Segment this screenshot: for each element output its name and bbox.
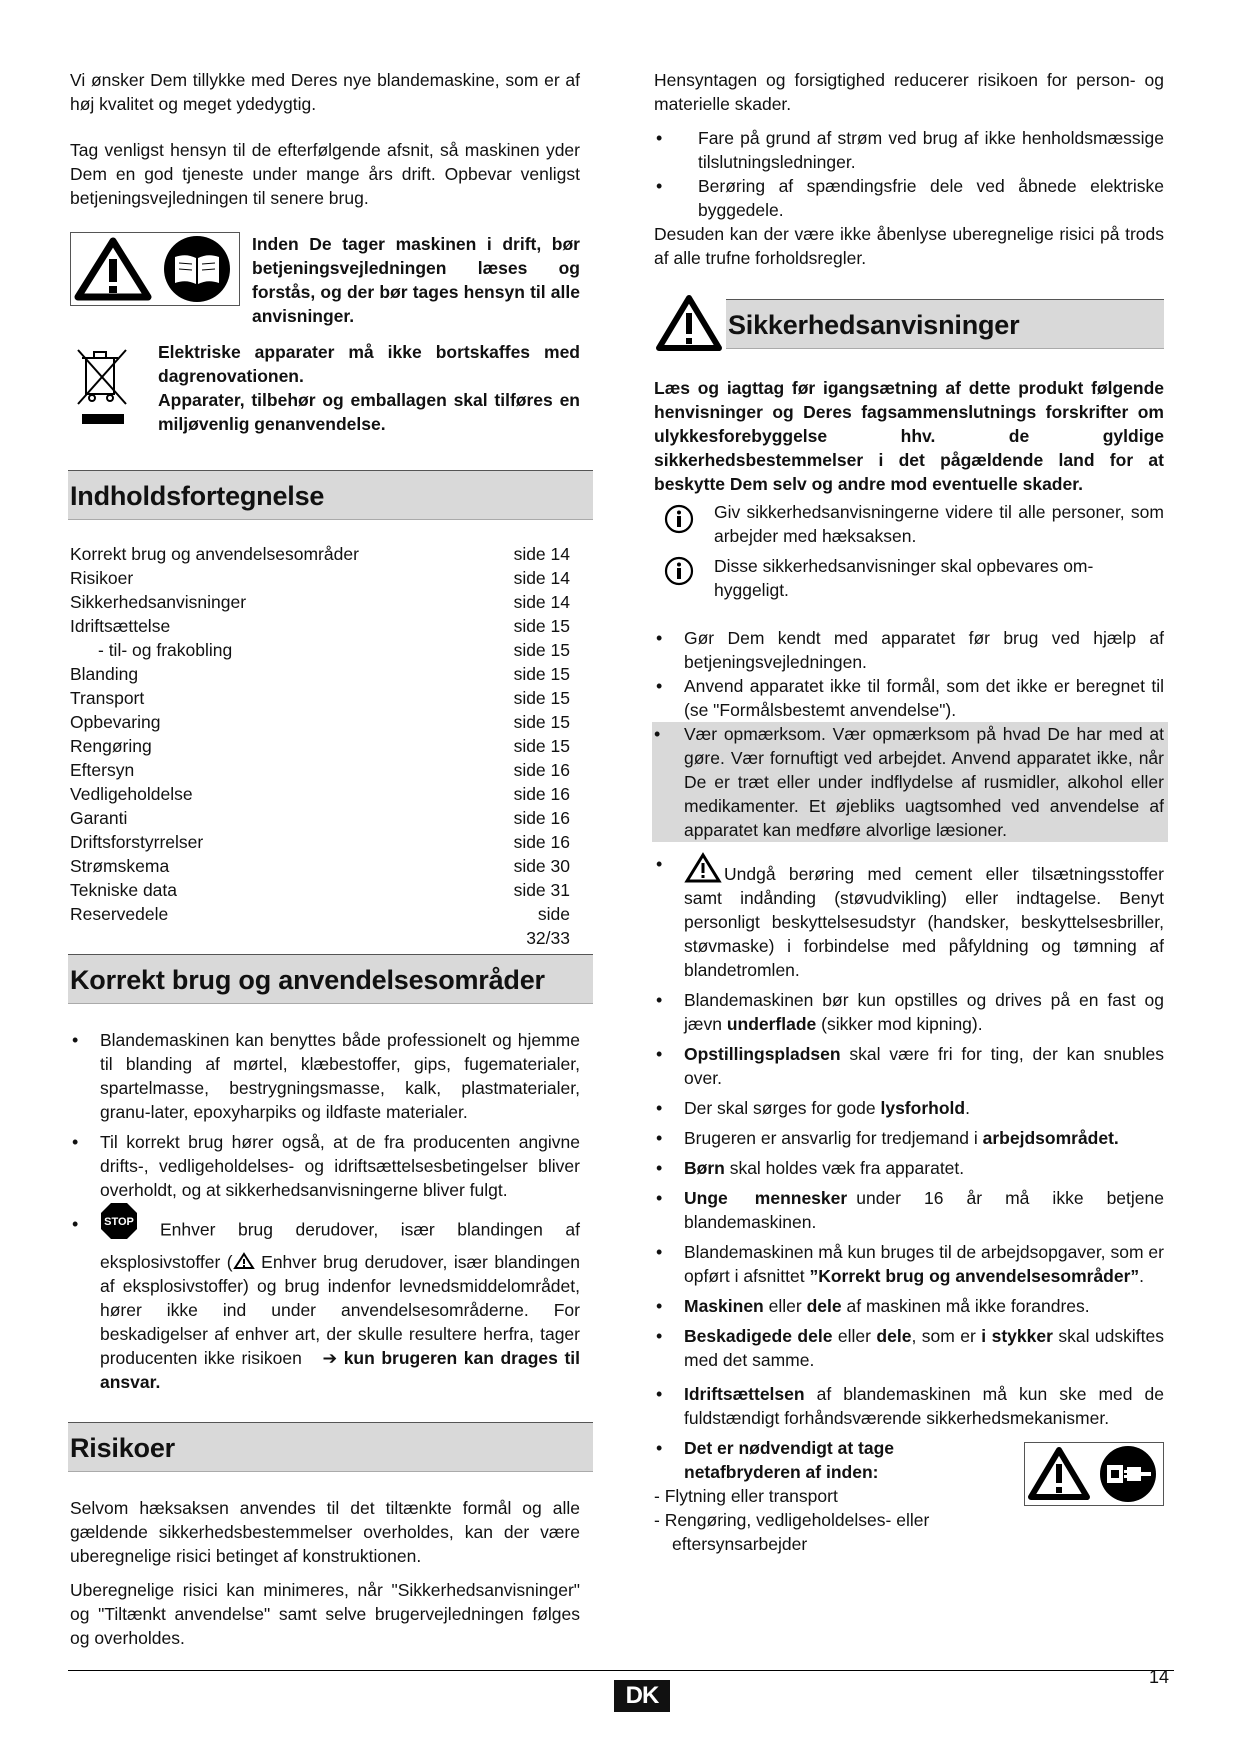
toc-row[interactable]: - til- og frakobling side 15 bbox=[98, 640, 570, 660]
crossed-bin-icon bbox=[70, 340, 136, 436]
toc-row[interactable]: Risikoer side 14 bbox=[70, 568, 570, 588]
toc-row[interactable]: Driftsforstyrrelser side 16 bbox=[70, 832, 570, 852]
toc-row[interactable]: Idriftsættelse side 15 bbox=[70, 616, 570, 636]
list-item: • Anvend apparatet ikke til formål, som det ikke er beregnet til (se "Formålsbestemt anvendelse"). bbox=[654, 674, 1164, 722]
warning-triangle-small-icon bbox=[233, 1252, 255, 1270]
caution-paragraph: Hensyntagen og forsigtighed reducerer risikoen for person- og materielle skader. bbox=[654, 70, 1164, 114]
toc-row[interactable]: Sikkerhedsanvisninger side 14 bbox=[70, 592, 570, 612]
info-icon bbox=[664, 556, 694, 586]
safety-list bbox=[654, 626, 1164, 1556]
risk-heading: Risikoer bbox=[68, 1422, 593, 1472]
warning-triangle-small-icon bbox=[684, 852, 722, 884]
stop-label: • STOP bbox=[104, 1216, 134, 1228]
usage-list bbox=[70, 1028, 580, 1394]
info-note-2: Disse sikkerhedsanvisninger skal opbevares om-hyggeligt. bbox=[654, 554, 1164, 602]
list-item: • Børn skal holdes væk fra apparatet. bbox=[654, 1156, 1164, 1180]
risk-paragraph-1: Selvom hæksaksen anvendes til det tiltænkte formål og alle gældende sikkerhedsbestemmelser overholdes, kan der være uberegnelige risici betinget af konstruktionen. bbox=[70, 1498, 580, 1566]
list-item: • Beskadigede dele eller dele, som er i stykker skal udskiftes med det samme. bbox=[654, 1324, 1164, 1372]
stop-icon bbox=[100, 1202, 138, 1240]
toc-row[interactable]: Rengøring side 15 bbox=[70, 736, 570, 756]
manual-notice-text: Inden De tager maskinen i drift, bør betjeningsvejledningen læses og forstås, og der bør tages hensyn til alle anvisninger. bbox=[252, 234, 580, 326]
list-item: • Fare på grund af strøm ved brug af ikke henholdsmæssige tilslutningsledninger. bbox=[654, 126, 1164, 174]
list-item: • Idriftsættelsen af blandemaskinen må kun ske med de fuldstændigt forhåndsværende sikkerhedsmekanismer. bbox=[654, 1382, 1164, 1430]
warning-triangle-icon bbox=[654, 292, 724, 356]
manual-notice bbox=[70, 232, 580, 328]
toc-row[interactable]: Blanding side 15 bbox=[70, 664, 570, 684]
country-badge: DK bbox=[614, 1680, 670, 1712]
disposal-notice-text-2: Apparater, tilbehør og emballagen skal tilføres en miljøvenlig genanvendelse. bbox=[158, 390, 580, 434]
left-column bbox=[70, 68, 580, 1650]
toc-row[interactable]: Garanti side 16 bbox=[70, 808, 570, 828]
list-item: • Der skal sørges for gode lysforhold. bbox=[654, 1096, 1164, 1120]
toc-row[interactable]: Transport side 15 bbox=[70, 688, 570, 708]
residual-risk-paragraph: Desuden kan der være ikke åbenlyse uberegnelige risici på trods af alle trufne forholdsregler. bbox=[654, 224, 1164, 268]
list-item: • Maskinen eller dele af maskinen må ikke forandres. bbox=[654, 1294, 1164, 1318]
intro-paragraph-1: Vi ønsker Dem tillykke med Deres nye blandemaskine, som er af høj kvalitet og meget ydedygtig. bbox=[70, 70, 580, 114]
disposal-notice-text-1: Elektriske apparater må ikke bortskaffes med dagrenovationen. bbox=[158, 342, 580, 386]
list-item: • Til korrekt brug hører også, at de fra producenten angivne drifts-, vedligeholdelses- og idriftsættelsesbetingelser bliver overholdt, og at sikkerhedsanvisningerne bliver fulgt. bbox=[70, 1130, 580, 1202]
list-item: • Unge mennesker under 16 år må ikke betjene blandemaskinen. bbox=[654, 1186, 1164, 1234]
warning-triangle-icon bbox=[71, 233, 155, 305]
info-note-1: Giv sikkerhedsanvisningerne videre til alle personer, som arbejder med hæksaksen. bbox=[654, 500, 1164, 548]
list-item: • Blandemaskinen må kun bruges til de arbejdsopgaver, som er opført i afsnittet ”Korrekt brug og anvendelsesområder”. bbox=[654, 1240, 1164, 1288]
list-item: • Blandemaskinen kan benyttes både professionelt og hjemme til blanding af mørtel, klæbestoffer, gips, fugematerialer, spartelmasse, bestrygningsmasse, kalk, plastmaterialer, granu-later, epoxyharpiks og ildfaste materialer. bbox=[70, 1028, 580, 1124]
list-item: • STOP Enhver brug derudover, især blandingen af eksplosivstoffer ( Enhver brug derudover, især blandingen af eksplosivstoffer) og brug indenfor levnedsmiddelområdet, hører ikke ind under anvendelsesområderne. For beskadigelser af enhver art, der skulle resultere herfra, tager producenten ikke risikoen ➔ kun brugeren kan drages til ansvar. bbox=[70, 1212, 580, 1394]
list-item: • Blandemaskinen bør kun opstilles og drives på en fast og jævn underflade (sikker mod kipning). bbox=[654, 988, 1164, 1036]
toc-row[interactable]: Vedligeholdelse side 16 bbox=[70, 784, 570, 804]
warning-triangle-icon bbox=[1025, 1443, 1094, 1505]
usage-heading: Korrekt brug og anvendelsesområder bbox=[68, 954, 593, 1004]
safety-heading-row bbox=[654, 292, 1164, 356]
info-icon bbox=[664, 504, 694, 534]
unplug-warning-icons bbox=[1024, 1442, 1164, 1506]
list-item-highlighted: • Vær opmærksom. Vær opmærksom på hvad De har med at gøre. Vær fornuftigt ved arbejdet. Anvend apparatet ikke, når De er træt eller under indflydelse af rusmidler, alkohol eller medikamenter. Et øjebliks uagtsomhed ved anvendelse af apparatet kan medføre alvorlige læsioner. bbox=[652, 722, 1168, 842]
disposal-notice bbox=[70, 340, 580, 436]
intro-paragraph-2: Tag venligst hensyn til de efterfølgende afsnit, så maskinen yder Dem en god tjeneste under mange års drift. Opbevar venligst betjeningsvejledningen til senere brug. bbox=[70, 140, 580, 208]
list-item: • Berøring af spændingsfrie dele ved åbnede elektriske byggedele. bbox=[654, 174, 1164, 222]
footer-rule bbox=[68, 1670, 1174, 1671]
safety-heading: Sikkerhedsanvisninger bbox=[726, 299, 1164, 349]
arrow-right-icon: ➔ bbox=[322, 1348, 338, 1368]
list-item: • Brugeren er ansvarlig for tredjemand i arbejdsområdet. bbox=[654, 1126, 1164, 1150]
hazard-list bbox=[654, 126, 1164, 222]
toc-row[interactable]: Reservedele side 32/33 bbox=[70, 904, 570, 948]
toc-row[interactable]: Tekniske data side 31 bbox=[70, 880, 570, 900]
table-of-contents bbox=[70, 542, 570, 948]
toc-row[interactable]: Eftersyn side 16 bbox=[70, 760, 570, 780]
warning-read-manual-icons bbox=[70, 232, 240, 306]
risk-paragraph-2: Uberegnelige risici kan minimeres, når "Sikkerhedsanvisninger" og "Tiltænkt anvendelse" samt selve brugervejledningen følges og overholdes. bbox=[70, 1580, 580, 1648]
read-manual-icon bbox=[155, 233, 239, 305]
list-item: • Opstillingspladsen skal være fri for ting, der kan snubles over. bbox=[654, 1042, 1164, 1090]
list-item: • Det er nødvendigt at tage netafbryderen af inden: - Flytning eller transport - Rengøring, vedligeholdelses- eller eftersynsarbejder bbox=[654, 1436, 1164, 1556]
toc-row[interactable]: Opbevaring side 15 bbox=[70, 712, 570, 732]
toc-row[interactable]: Korrekt brug og anvendelsesområder side 14 bbox=[70, 544, 570, 564]
page-number: 14 bbox=[1148, 1667, 1169, 1687]
toc-heading: Indholdsfortegnelse bbox=[68, 470, 593, 520]
list-item: • Undgå berøring med cement eller tilsætningsstoffer samt indånding (støvudvikling) eller indtagelse. Benyt personligt beskyttelsesudstyr (handsker, beskyttelsesbriller, støvmaske) i forbindelse med påfyldning og tømning af blandetromlen. bbox=[654, 852, 1164, 982]
unplug-icon bbox=[1094, 1443, 1162, 1505]
list-item: • Gør Dem kendt med apparatet før brug ved hjælp af betjeningsvejledningen. bbox=[654, 626, 1164, 674]
safety-intro: Læs og iagttag før igangsætning af dette produkt følgende henvisninger og Deres fagsammenslutnings forskrifter om ulykkesforebyggelse hhv. de gyldige sikkerhedsbestemmelser i det pågældende land for at beskytte Dem selv og andre mod eventuelle skader. bbox=[654, 378, 1164, 494]
right-column bbox=[654, 68, 1164, 1556]
toc-row[interactable]: Strømskema side 30 bbox=[70, 856, 570, 876]
